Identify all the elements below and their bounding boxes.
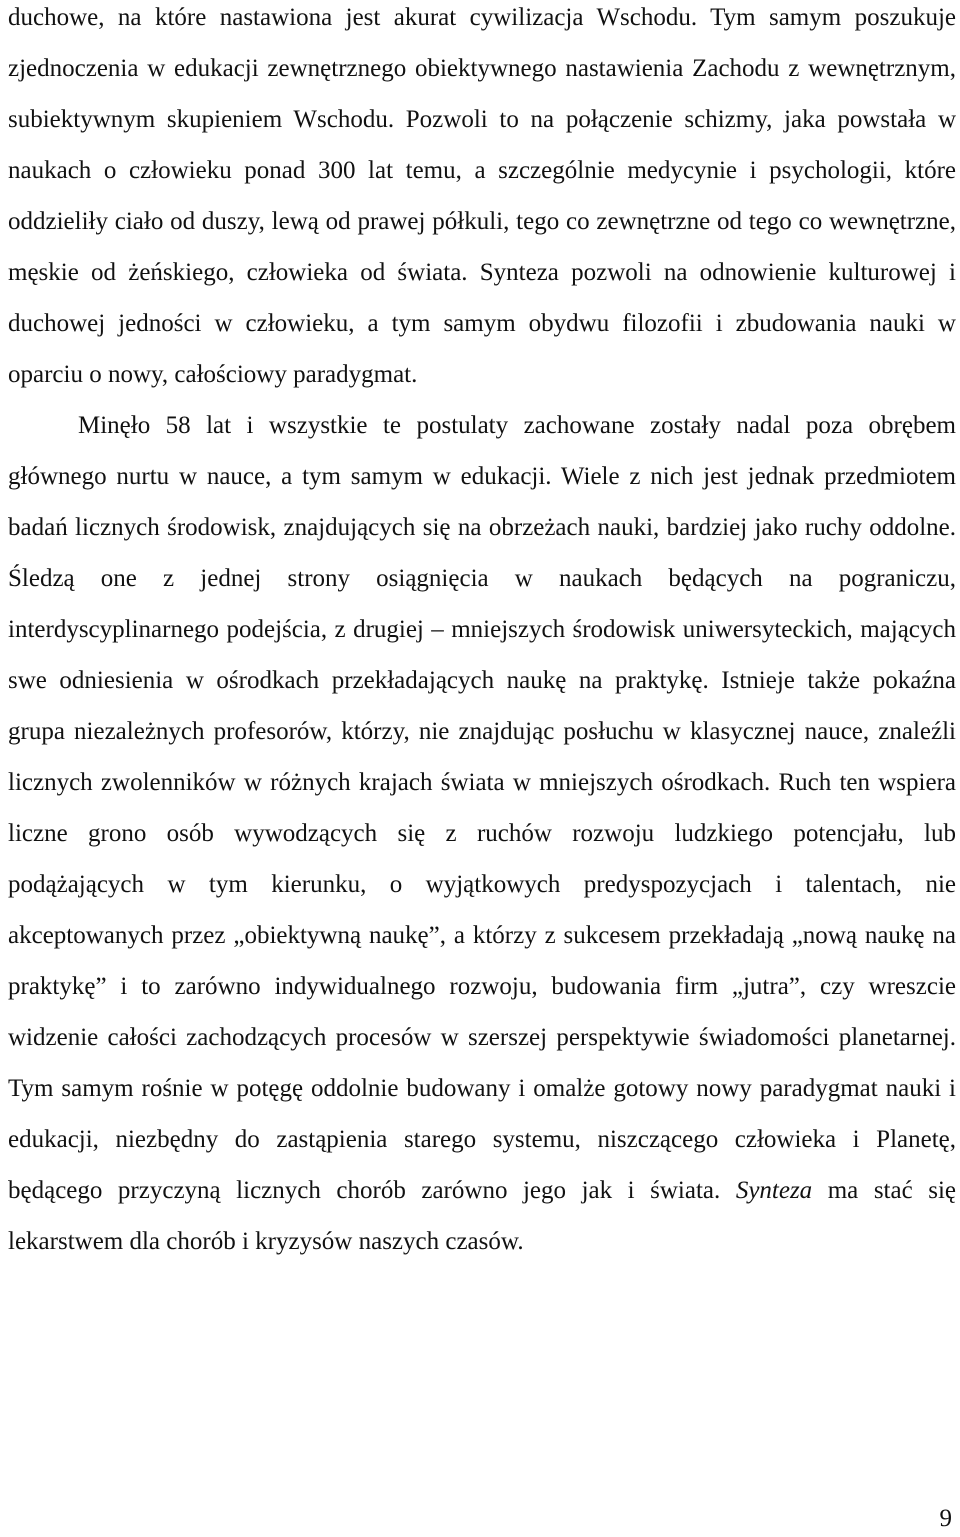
italic-term: Synteza xyxy=(735,1177,813,1204)
paragraph-2-ending: ma stać się lekarstwem dla chorób i kryzysów naszych czasów. xyxy=(8,1177,957,1255)
document-page xyxy=(8,0,956,1267)
paragraph-1 xyxy=(8,0,956,400)
page-number: 9 xyxy=(939,1505,952,1532)
paragraph-2 xyxy=(8,400,956,1267)
paragraph-2-text: Minęło 58 lat i wszystkie te postulaty zachowane zostały nadal poza obrębem głównego nurtu w nauce, a tym samym w edukacji. Wiele z nich jest jednak przedmiotem badań licznych środowisk, znajdujących się na obrzeżach nauki, bardziej jako ruchy oddolne. Śledzą one z jednej strony osiągnięcia w naukach będących na pograniczu, interdyscyplinarnego podejścia, z drugiej – mniejszych środowisk uniwersyteckich, mających swe odniesienia w ośrodkach przekładających naukę na praktykę. Istnieje także pokaźna grupa niezależnych profesorów, którzy, nie znajdując posłuchu w klasycznej nauce, znaleźli licznych zwolenników w różnych krajach świata w mniejszych ośrodkach. Ruch ten wspiera liczne grono osób wywodzących się z ruchów rozwoju ludzkiego potencjału, lub podążających w tym kierunku, o wyjątkowych predyspozycjach i talentach, nie akceptowanych przez „obiektywną naukę”, a którzy z sukcesem przekładają „nową naukę na praktykę” i to zarówno indywidualnego rozwoju, budowania firm „jutra”, czy wreszcie widzenie całości zachodzących procesów w szerszej perspektywie świadomości planetarnej. Tym samym rośnie w potęgę oddolnie budowany i omalże gotowy nowy paradygmat nauki i edukacji, niezbędny do zastąpienia starego systemu, niszczącego człowieka i Planetę, będącego przyczyną licznych chorób zarówno jego jak i świata. xyxy=(8,412,956,1204)
paragraph-1-text: duchowe, na które nastawiona jest akurat cywilizacja Wschodu. Tym samym poszukuje zjednoczenia w edukacji zewnętrznego obiektywnego nastawienia Zachodu z wewnętrznym, subiektywnym skupieniem Wschodu. Pozwoli to na połączenie schizmy, jaka powstała w naukach o człowieku ponad 300 lat temu, a szczególnie medycynie i psychologii, które oddzieliły ciało od duszy, lewą od prawej półkuli, tego co zewnętrzne od tego co wewnętrzne, męskie od żeńskiego, człowieka od świata. Synteza pozwoli na odnowienie kulturowej i duchowej jedności w człowieku, a tym samym obydwu filozofii i zbudowania nauki w oparciu o nowy, całościowy paradygmat. xyxy=(8,4,956,388)
